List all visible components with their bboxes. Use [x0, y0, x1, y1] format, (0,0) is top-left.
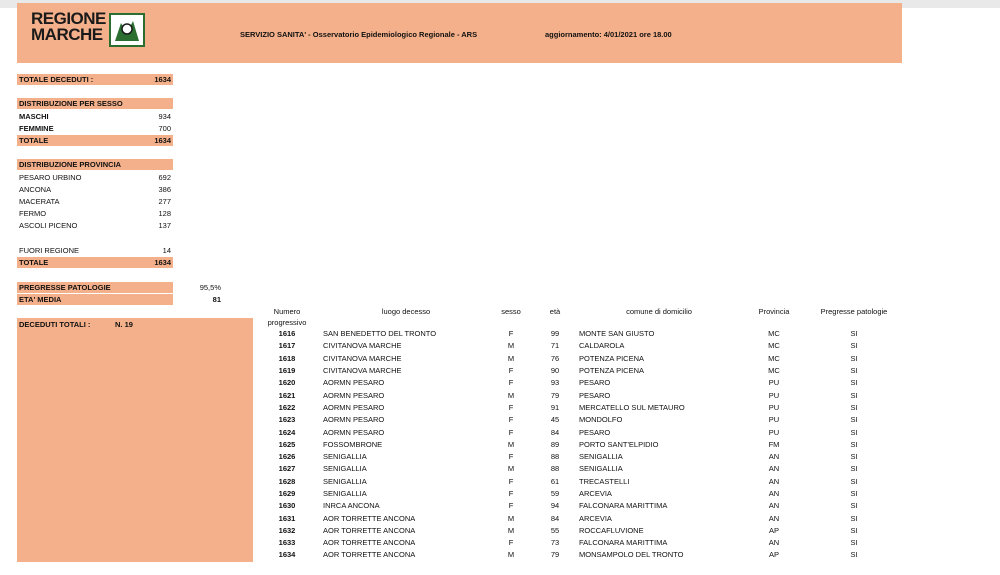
- cell-provincia: AN: [768, 538, 780, 548]
- cell-provincia: AN: [768, 464, 780, 474]
- cell-numero: 1632: [278, 525, 296, 535]
- table-row: [255, 389, 899, 401]
- cell-luogo: AOR TORRETTE ANCONA: [323, 513, 416, 523]
- sex-row-value: 700: [158, 124, 171, 133]
- header-eta: età: [549, 307, 561, 316]
- cell-sesso: F: [508, 489, 514, 498]
- table-row: [255, 488, 899, 500]
- table-row: [255, 549, 899, 561]
- cell-comune: PORTO SANT'ELPIDIO: [579, 439, 659, 449]
- cell-comune: ARCEVIA: [579, 489, 612, 498]
- cell-luogo: SENIGALLIA: [323, 476, 367, 486]
- cell-sesso: F: [508, 415, 514, 425]
- cell-numero: 1620: [278, 378, 296, 388]
- cell-provincia: MC: [768, 329, 780, 339]
- pathology-label: PREGRESSE PATOLOGIE: [19, 283, 111, 292]
- cell-comune: ROCCAFLUVIONE: [579, 525, 644, 535]
- province-title: DISTRIBUZIONE PROVINCIA: [19, 160, 122, 169]
- cell-eta: 76: [550, 353, 560, 363]
- cell-luogo: AOR TORRETTE ANCONA: [323, 538, 416, 548]
- cell-luogo: AORMN PESARO: [323, 415, 385, 425]
- cell-comune: POTENZA PICENA: [579, 353, 645, 363]
- logo-emblem-icon: [109, 13, 145, 47]
- cell-numero: 1633: [278, 538, 296, 548]
- header-numero: Numero progressivo: [267, 307, 307, 327]
- cell-eta: 88: [550, 464, 560, 474]
- cell-patologie: SI: [850, 501, 858, 511]
- cell-eta: 90: [550, 366, 560, 376]
- cell-eta: 79: [550, 550, 560, 560]
- cell-sesso: M: [507, 353, 515, 363]
- cell-provincia: PU: [768, 390, 780, 400]
- cell-patologie: SI: [850, 402, 858, 412]
- province-row-label: FERMO: [19, 209, 47, 218]
- province-row-value: 692: [158, 173, 171, 182]
- table-row: [255, 476, 899, 488]
- cell-provincia: AN: [768, 501, 780, 511]
- age-value: 81: [212, 295, 221, 304]
- province-row-value: 137: [158, 221, 171, 230]
- cell-sesso: F: [508, 476, 514, 486]
- outside-region-value: 14: [162, 246, 171, 255]
- table-header-row: [255, 306, 899, 328]
- cell-numero: 1624: [278, 427, 296, 437]
- table-row: [255, 451, 899, 463]
- cell-comune: POTENZA PICENA: [579, 366, 645, 376]
- cell-eta: 45: [550, 415, 560, 425]
- cell-provincia: PU: [768, 402, 780, 412]
- cell-sesso: M: [507, 513, 515, 523]
- cell-patologie: SI: [850, 439, 858, 449]
- cell-provincia: AP: [768, 550, 779, 560]
- header-sesso: sesso: [501, 307, 521, 316]
- cell-patologie: SI: [850, 550, 858, 560]
- table-row: [255, 537, 899, 549]
- cell-eta: 88: [550, 452, 560, 462]
- cell-comune: SENIGALLIA: [579, 452, 623, 462]
- outside-region-label: FUORI REGIONE: [19, 246, 80, 255]
- cell-provincia: AN: [768, 489, 780, 498]
- cell-luogo: AORMN PESARO: [323, 402, 385, 412]
- cell-sesso: F: [508, 402, 514, 412]
- cell-luogo: AORMN PESARO: [323, 378, 385, 388]
- age-label: ETA' MEDIA: [19, 295, 62, 304]
- cell-patologie: SI: [850, 464, 858, 474]
- sex-title: DISTRIBUZIONE PER SESSO: [19, 99, 123, 108]
- cell-provincia: PU: [768, 378, 780, 388]
- deceased-total-box: [17, 318, 253, 562]
- regione-marche-logo: [31, 11, 151, 53]
- province-row-value: 128: [158, 209, 171, 218]
- cell-eta: 89: [550, 439, 560, 449]
- header-comune: comune di domicilio: [626, 307, 692, 316]
- cell-provincia: MC: [768, 341, 780, 351]
- cell-eta: 84: [550, 427, 560, 437]
- cell-luogo: SENIGALLIA: [323, 489, 367, 498]
- cell-sesso: F: [508, 538, 514, 548]
- cell-luogo: SENIGALLIA: [323, 464, 367, 474]
- cell-eta: 84: [550, 513, 560, 523]
- cell-comune: FALCONARA MARITTIMA: [579, 538, 668, 548]
- cell-sesso: M: [507, 390, 515, 400]
- cell-sesso: F: [508, 501, 514, 511]
- cell-comune: MERCATELLO SUL METAURO: [579, 402, 685, 412]
- cell-luogo: AORMN PESARO: [323, 427, 385, 437]
- cell-luogo: AOR TORRETTE ANCONA: [323, 550, 416, 560]
- cell-comune: MONDOLFO: [579, 415, 623, 425]
- cell-comune: PESARO: [579, 390, 611, 400]
- table-row: [255, 328, 899, 340]
- cell-sesso: F: [508, 329, 514, 339]
- sex-total-label: TOTALE: [19, 136, 49, 145]
- cell-eta: 93: [550, 378, 560, 388]
- cell-luogo: SAN BENEDETTO DEL TRONTO: [323, 329, 437, 339]
- cell-patologie: SI: [850, 378, 858, 388]
- cell-sesso: M: [507, 439, 515, 449]
- cell-patologie: SI: [850, 366, 858, 376]
- cell-numero: 1630: [278, 501, 296, 511]
- cell-numero: 1628: [278, 476, 296, 486]
- cell-numero: 1634: [278, 550, 296, 560]
- cell-comune: FALCONARA MARITTIMA: [579, 501, 668, 511]
- sex-row-label: FEMMINE: [19, 124, 54, 133]
- sex-row-value: 934: [158, 112, 171, 121]
- logo-text: REGIONE MARCHE: [31, 9, 106, 44]
- cell-eta: 71: [550, 341, 560, 351]
- deceased-total-label: DECEDUTI TOTALI :: [19, 320, 91, 329]
- province-row-value: 386: [158, 185, 171, 194]
- cell-numero: 1619: [278, 366, 296, 376]
- table-row: [255, 414, 899, 426]
- province-row-label: ANCONA: [19, 185, 52, 194]
- cell-patologie: SI: [850, 353, 858, 363]
- cell-luogo: CIVITANOVA MARCHE: [323, 366, 402, 376]
- cell-numero: 1622: [278, 402, 296, 412]
- total-deaths-label: TOTALE DECEDUTI :: [19, 75, 94, 84]
- cell-luogo: INRCA ANCONA: [323, 501, 380, 511]
- cell-patologie: SI: [850, 476, 858, 486]
- service-title: SERVIZIO SANITA' - Osservatorio Epidemiologico Regionale - ARS: [240, 30, 478, 39]
- cell-sesso: M: [507, 464, 515, 474]
- cell-provincia: MC: [768, 353, 780, 363]
- cell-patologie: SI: [850, 427, 858, 437]
- cell-sesso: F: [508, 378, 514, 388]
- deaths-table: [255, 306, 899, 562]
- cell-numero: 1618: [278, 353, 296, 363]
- cell-sesso: M: [507, 525, 515, 535]
- cell-comune: MONTE SAN GIUSTO: [579, 329, 655, 339]
- cell-patologie: SI: [850, 341, 858, 351]
- cell-patologie: SI: [850, 513, 858, 523]
- cell-eta: 73: [550, 538, 560, 548]
- cell-sesso: F: [508, 427, 514, 437]
- cell-provincia: AN: [768, 476, 780, 486]
- cell-provincia: PU: [768, 415, 780, 425]
- cell-eta: 79: [550, 390, 560, 400]
- cell-eta: 94: [550, 501, 560, 511]
- cell-numero: 1627: [278, 464, 296, 474]
- pathology-value: 95,5%: [199, 283, 221, 292]
- cell-patologie: SI: [850, 415, 858, 425]
- province-total-value: 1634: [154, 258, 171, 267]
- cell-numero: 1623: [278, 415, 296, 425]
- cell-comune: PESARO: [579, 378, 611, 388]
- table-row: [255, 525, 899, 537]
- cell-sesso: M: [507, 341, 515, 351]
- province-row-label: PESARO URBINO: [19, 173, 82, 182]
- cell-eta: 99: [550, 329, 560, 339]
- cell-luogo: AOR TORRETTE ANCONA: [323, 525, 416, 535]
- header-patologie: Pregresse patologie: [820, 307, 888, 316]
- province-row-value: 277: [158, 197, 171, 206]
- sex-total-value: 1634: [154, 136, 171, 145]
- table-row: [255, 439, 899, 451]
- cell-provincia: FM: [768, 439, 780, 449]
- cell-patologie: SI: [850, 390, 858, 400]
- table-row: [255, 353, 899, 365]
- table-row: [255, 426, 899, 438]
- cell-provincia: AP: [768, 525, 779, 535]
- cell-comune: ARCEVIA: [579, 513, 612, 523]
- cell-eta: 91: [550, 402, 560, 412]
- cell-comune: TRECASTELLI: [579, 476, 630, 486]
- cell-eta: 61: [550, 476, 560, 486]
- cell-numero: 1621: [278, 390, 296, 400]
- total-deaths-value: 1634: [154, 75, 171, 84]
- cell-numero: 1631: [278, 513, 296, 523]
- cell-provincia: MC: [768, 366, 780, 376]
- cell-numero: 1616: [278, 329, 296, 339]
- header-provincia: Provincia: [758, 307, 790, 316]
- cell-luogo: CIVITANOVA MARCHE: [323, 353, 402, 363]
- province-total-label: TOTALE: [19, 258, 49, 267]
- cell-patologie: SI: [850, 489, 858, 498]
- header-luogo: luogo decesso: [381, 307, 431, 316]
- cell-comune: CALDAROLA: [579, 341, 625, 351]
- cell-numero: 1617: [278, 341, 296, 351]
- cell-sesso: F: [508, 452, 514, 462]
- cell-patologie: SI: [850, 525, 858, 535]
- cell-patologie: SI: [850, 452, 858, 462]
- cell-provincia: AN: [768, 513, 780, 523]
- deceased-total-count: N. 19: [115, 320, 133, 329]
- cell-luogo: SENIGALLIA: [323, 452, 367, 462]
- table-row: [255, 340, 899, 352]
- table-row: [255, 463, 899, 475]
- cell-eta: 59: [550, 489, 560, 498]
- report-header: [17, 3, 902, 63]
- cell-numero: 1629: [278, 489, 296, 498]
- cell-patologie: SI: [850, 538, 858, 548]
- cell-numero: 1626: [278, 452, 296, 462]
- cell-numero: 1625: [278, 439, 296, 449]
- table-row: [255, 512, 899, 524]
- sex-row-label: MASCHI: [19, 112, 49, 121]
- cell-provincia: PU: [768, 427, 780, 437]
- table-row: [255, 365, 899, 377]
- update-timestamp: aggiornamento: 4/01/2021 ore 18.00: [545, 30, 672, 39]
- cell-patologie: SI: [850, 329, 858, 339]
- cell-eta: 55: [550, 525, 560, 535]
- table-row: [255, 377, 899, 389]
- cell-comune: MONSAMPOLO DEL TRONTO: [579, 550, 684, 560]
- cell-sesso: M: [507, 550, 515, 560]
- province-row-label: ASCOLI PICENO: [19, 221, 78, 230]
- cell-luogo: FOSSOMBRONE: [323, 439, 383, 449]
- cell-comune: SENIGALLIA: [579, 464, 623, 474]
- table-row: [255, 500, 899, 512]
- table-row: [255, 402, 899, 414]
- cell-comune: PESARO: [579, 427, 611, 437]
- province-row-label: MACERATA: [19, 197, 60, 206]
- cell-luogo: AORMN PESARO: [323, 390, 385, 400]
- cell-sesso: F: [508, 366, 514, 376]
- cell-provincia: AN: [768, 452, 780, 462]
- cell-luogo: CIVITANOVA MARCHE: [323, 341, 402, 351]
